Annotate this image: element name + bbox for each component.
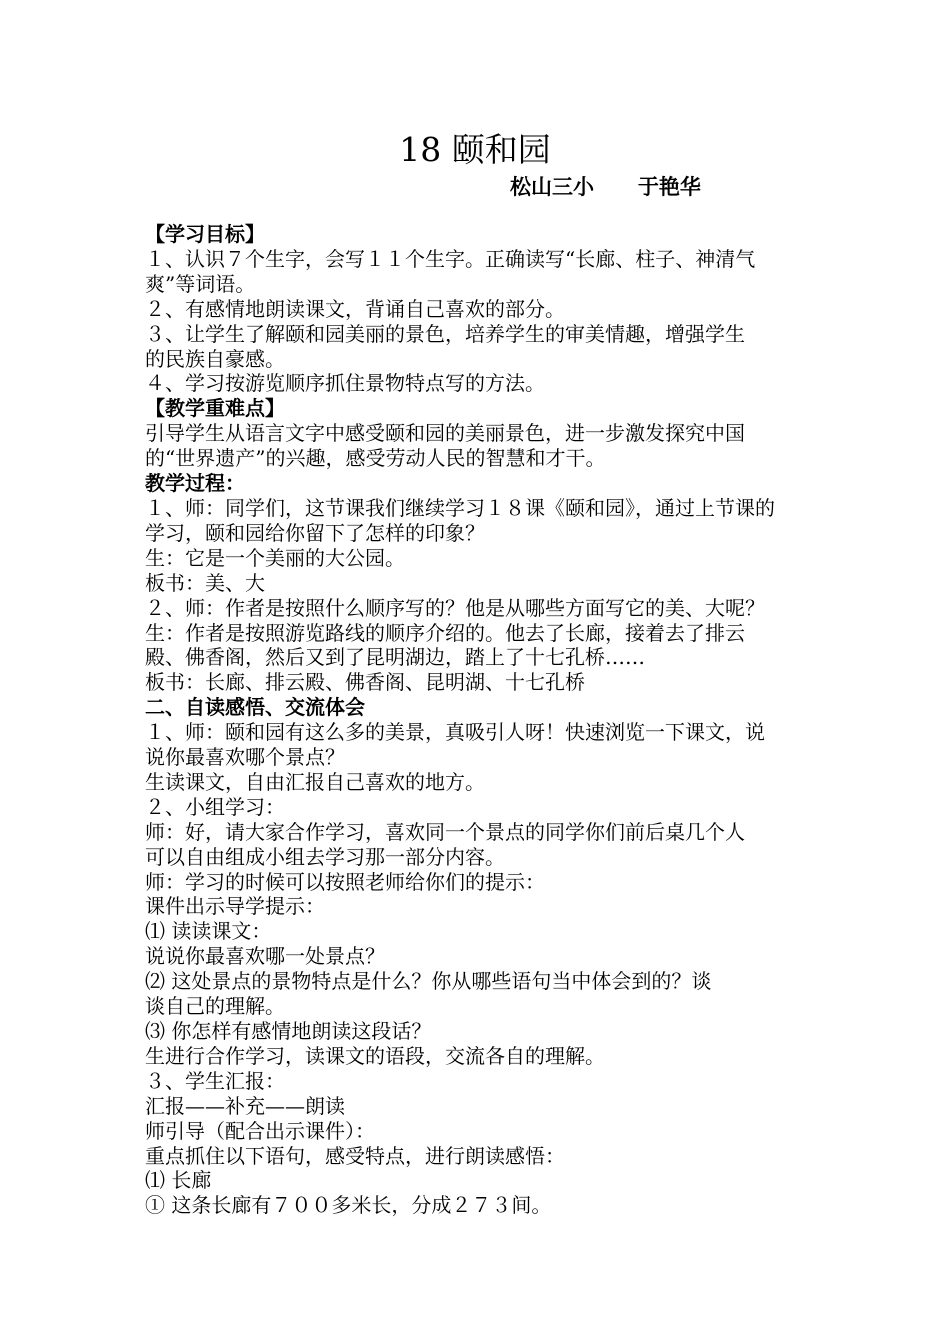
text-line: 师引导（配合出示课件）： xyxy=(145,1118,375,1143)
text-line: 说说你最喜欢哪一处景点？ xyxy=(145,944,385,969)
document-body xyxy=(145,222,815,1218)
text-line: ⑶ 你怎样有感情地朗读这段话？ xyxy=(145,1019,432,1043)
section-heading: 教学过程： xyxy=(145,471,245,496)
text-line: 学习，颐和园给你留下了怎样的印象？ xyxy=(145,520,485,545)
text-line: 师：好，请大家合作学习，喜欢同一个景点的同学你们前后桌几个人 xyxy=(145,819,745,844)
text-line: 板书：美、大 xyxy=(145,570,265,595)
text-line: 殿、佛香阁，然后又到了昆明湖边，踏上了十七孔桥…… xyxy=(145,645,645,670)
text-line: 的“世界遗产”的兴趣，感受劳动人民的智慧和才干。 xyxy=(145,446,606,471)
text-line: 生：它是一个美丽的大公园。 xyxy=(145,545,405,570)
text-line: ⑵ 这处景点的景物特点是什么？你从哪些语句当中体会到的？谈 xyxy=(145,969,712,994)
section-heading: 二、自读感悟、交流体会 xyxy=(145,695,365,720)
text-line: ２、有感情地朗读课文，背诵自己喜欢的部分。 xyxy=(145,296,565,321)
text-line: ⑴ 长廊 xyxy=(145,1168,212,1193)
text-line: 的民族自豪感。 xyxy=(145,346,285,371)
text-line: ２、小组学习： xyxy=(145,794,285,819)
text-line: 生：作者是按照游览路线的顺序介绍的。他去了长廊，接着去了排云 xyxy=(145,620,745,645)
text-line: 汇报——补充——朗读 xyxy=(145,1093,345,1118)
section-heading: 【教学重难点】 xyxy=(145,396,285,421)
text-line: 课件出示导学提示： xyxy=(145,894,325,919)
text-line: 板书：长廊、排云殿、佛香阁、昆明湖、十七孔桥 xyxy=(145,670,585,695)
text-line: 可以自由组成小组去学习那一部分内容。 xyxy=(145,844,505,869)
text-line: ４、学习按游览顺序抓住景物特点写的方法。 xyxy=(145,371,545,396)
section-heading: 【学习目标】 xyxy=(145,222,265,246)
text-line: 爽”等词语。 xyxy=(145,271,256,296)
text-line: ３、学生汇报： xyxy=(145,1068,285,1093)
text-line: 师：学习的时候可以按照老师给你们的提示： xyxy=(145,869,545,894)
text-line: １、认识７个生字，会写１１个生字。正确读写“长廊、柱子、神清气 xyxy=(145,246,756,271)
text-line: １、师：颐和园有这么多的美景，真吸引人呀！快速浏览一下课文，说 xyxy=(145,720,765,745)
text-line: ⑴ 读读课文： xyxy=(145,919,272,944)
text-line: 谈自己的理解。 xyxy=(145,994,285,1019)
text-line: 重点抓住以下语句，感受特点，进行朗读感悟： xyxy=(145,1143,565,1168)
document-title: 18 颐和园 xyxy=(399,130,551,169)
text-line: １、师：同学们，这节课我们继续学习１８课《颐和园》，通过上节课的 xyxy=(145,495,775,520)
document-author: 松山三小 于艳华 xyxy=(510,174,701,199)
text-line: 说你最喜欢哪个景点？ xyxy=(145,745,345,770)
text-line: 生进行合作学习，读课文的语段，交流各自的理解。 xyxy=(145,1043,605,1068)
text-line: 生读课文，自由汇报自己喜欢的地方。 xyxy=(145,769,485,794)
text-line: 引导学生从语言文字中感受颐和园的美丽景色，进一步激发探究中国 xyxy=(145,421,745,446)
text-line: ３、让学生了解颐和园美丽的景色，培养学生的审美情趣，增强学生 xyxy=(145,321,745,346)
text-line: ① 这条长廊有７００多米长，分成２７３间。 xyxy=(145,1193,552,1218)
text-line: ２、师：作者是按照什么顺序写的？他是从哪些方面写它的美、大呢？ xyxy=(145,595,765,620)
